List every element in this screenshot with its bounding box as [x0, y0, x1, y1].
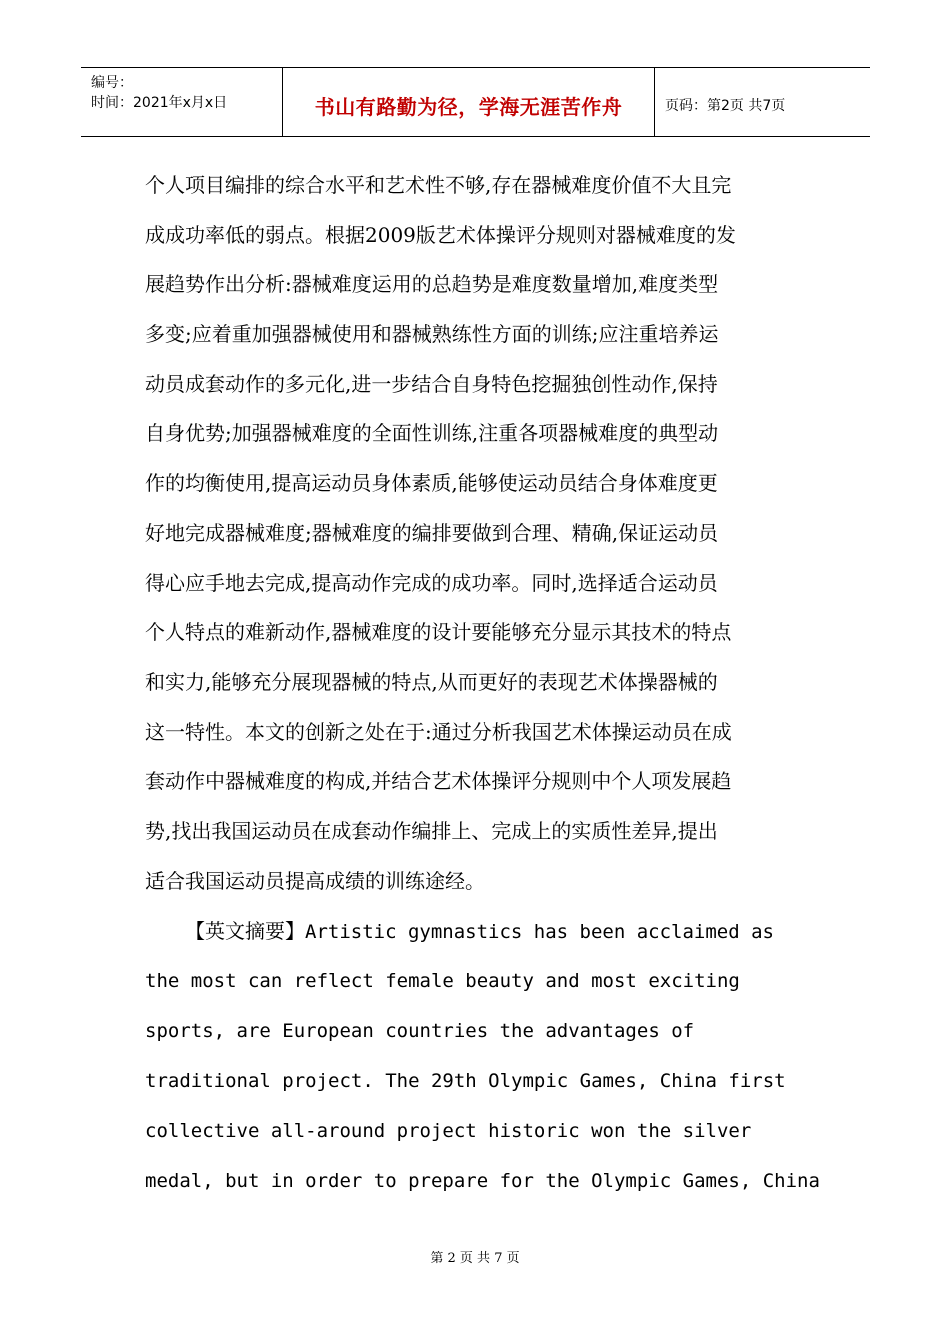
text-line: 自身优势;加强器械难度的全面性训练,注重各项器械难度的典型动 — [145, 421, 719, 446]
page-header — [81, 67, 870, 137]
english-abstract-line: medal, but in order to prepare for the Olympic Games, China — [145, 1170, 820, 1192]
text-line: 得心应手地去完成,提高动作完成的成功率。同时,选择适合运动员 — [145, 570, 718, 595]
english-abstract-line: the most can reflect female beauty and most exciting — [145, 970, 740, 992]
text-line: 好地完成器械难度;器械难度的编排要做到合理、精确,保证运动员 — [145, 520, 719, 545]
english-abstract-line: traditional project. The 29th Olympic Games, China first — [145, 1070, 786, 1092]
english-abstract-label: 【英文摘要】 — [185, 919, 305, 943]
text-line: 个人特点的难新动作,器械难度的设计要能够充分显示其技术的特点 — [145, 620, 732, 645]
english-abstract-line — [185, 916, 815, 946]
english-abstract-line: collective all-around project historic won the silver — [145, 1120, 752, 1142]
text-line: 成成功率低的弱点。根据2009版艺术体操评分规则对器械难度的发 — [145, 222, 736, 247]
document-date: 时间：2021年x月x日 — [91, 95, 228, 111]
text-line: 展趋势作出分析:器械难度运用的总趋势是难度数量增加,难度类型 — [145, 272, 719, 297]
english-abstract-text: Artistic gymnastics has been acclaimed as — [305, 921, 774, 943]
text-line: 套动作中器械难度的构成,并结合艺术体操评分规则中个人项发展趋 — [145, 769, 732, 794]
text-line: 动员成套动作的多元化,进一步结合自身特色挖掘独创性动作,保持 — [145, 371, 718, 396]
text-line: 多变;应着重加强器械使用和器械熟练性方面的训练;应注重培养运 — [145, 322, 719, 347]
english-abstract-line: sports, are European countries the advantages of — [145, 1020, 695, 1042]
text-line: 势,找出我国运动员在成套动作编排上、完成上的实质性差异,提出 — [145, 818, 718, 843]
document-number-label: 编号： — [91, 75, 133, 91]
chinese-abstract-body — [145, 161, 815, 906]
header-meta-cell — [81, 68, 283, 136]
text-line: 这一特性。本文的创新之处在于:通过分析我国艺术体操运动员在成 — [145, 719, 732, 744]
text-line: 和实力,能够充分展现器械的特点,从而更好的表现艺术体操器械的 — [145, 669, 718, 694]
text-line: 个人项目编排的综合水平和艺术性不够,存在器械难度价值不大且完 — [145, 173, 732, 197]
page-footer: 第 2 页 共 7 页 — [430, 1251, 520, 1266]
header-motto: 书山有路勤为径，学海无涯苦作舟 — [314, 95, 623, 119]
text-line: 作的均衡使用,提高运动员身体素质,能够使运动员结合身体难度更 — [145, 471, 718, 496]
header-page-info: 页码：第2页 共7页 — [665, 98, 786, 114]
header-page-cell — [655, 68, 870, 136]
text-line: 适合我国运动员提高成绩的训练途经。 — [145, 868, 485, 893]
header-motto-cell — [283, 68, 655, 136]
